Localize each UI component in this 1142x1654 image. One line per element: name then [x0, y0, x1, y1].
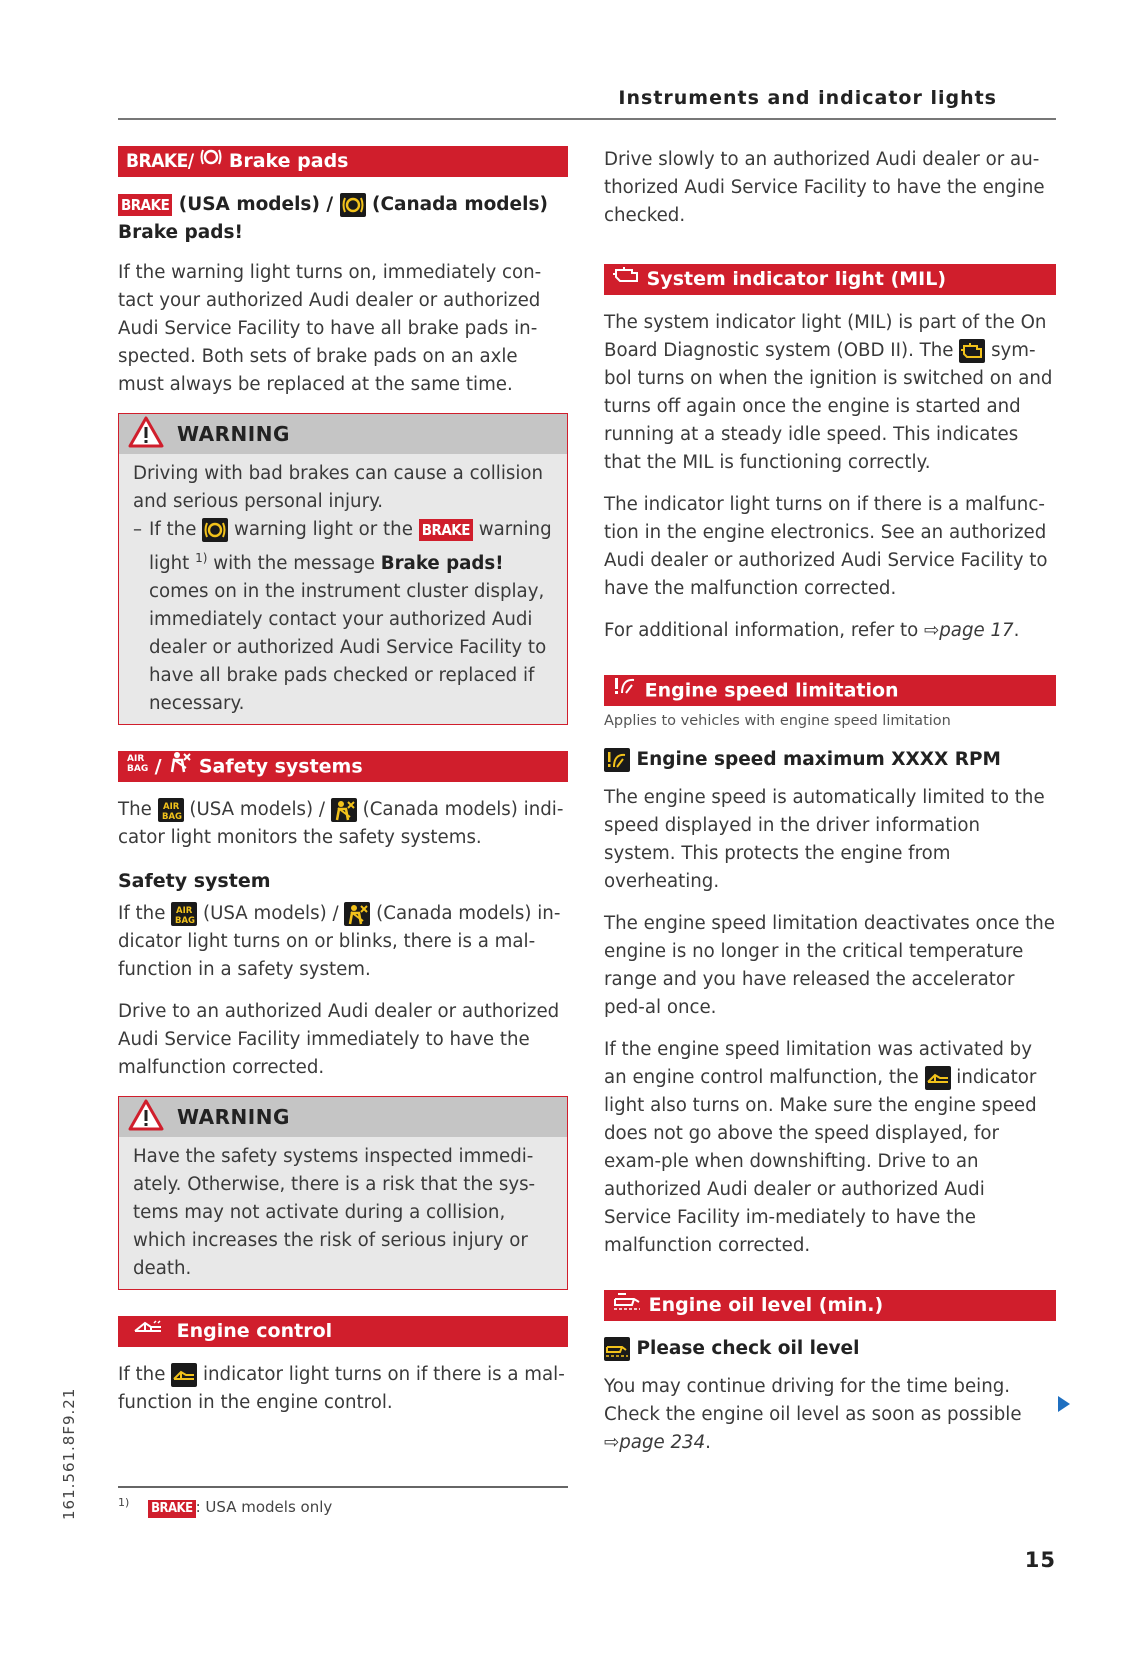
warning-triangle-icon	[127, 415, 165, 453]
speed-limit-icon	[612, 675, 638, 707]
footnote-ref[interactable]: 1)	[195, 551, 208, 565]
brake-models-line: BRAKE (USA models) / (Canada models)	[118, 191, 568, 219]
warning-text: Have the safety systems inspected immedi-ately. Otherwise, there is a risk that the sys-tems may not activate during a collision, which increases the risk of serious injury or death.	[133, 1146, 536, 1280]
mil-paragraph-3: For additional information, refer to ⇨page 17.	[604, 620, 1020, 641]
page-ref-arrow-icon: ⇨	[604, 1432, 620, 1453]
svg-text:AIR: AIR	[127, 754, 145, 765]
safety-system-subheading: Safety system	[118, 870, 271, 893]
oil-paragraph: You may continue driving for the time being. Check the engine oil level as soon as possible ⇨page 234.	[604, 1376, 1022, 1453]
page-link[interactable]: page 17	[939, 620, 1014, 641]
svg-text:AIR: AIR	[162, 802, 179, 813]
document-code: 161.561.8F9.21	[60, 1387, 78, 1520]
svg-text:BAG: BAG	[175, 916, 196, 926]
warning-box-brakes	[118, 413, 568, 725]
page-header-title: Instruments and indicator lights	[618, 87, 997, 109]
brake-paragraph: If the warning light turns on, immediately con-tact your authorized Audi dealer or authorized Audi Service Facility to have all brake pads in-spected. Both sets of brake pads on an axle must always be replaced at the same time.	[118, 262, 542, 395]
section-bar-safety-systems: AIR BAG / Safety systems	[118, 751, 568, 782]
warning-title: WARNING	[177, 422, 290, 446]
speed-paragraph-3: If the engine speed limitation was activated by an engine control malfunction, the indicator light also turns on. Make sure the engine speed does not go above the speed displayed, for exam-ple when downshifting. Drive to an authorized Audi dealer or authorized Audi Service Facility im-mediately to have the malfunction corrected.	[604, 1039, 1037, 1256]
speed-limit-icon	[604, 748, 630, 772]
brake-warning-icon: BRAKE	[419, 519, 473, 541]
safety-paragraph-2: If the AIR BAG (USA models) / (Canada models) in-dicator light turns on or blinks, there is a mal-function in a safety system.	[118, 903, 561, 981]
section-bar-oil-level	[604, 1290, 1056, 1321]
section-title-safety-systems: Safety systems	[198, 755, 363, 778]
engine-control-icon	[132, 1316, 164, 1347]
section-title-speed-limitation: Engine speed limitation	[644, 679, 899, 702]
section-bar-engine-control	[118, 1316, 568, 1347]
warning-text: Driving with bad brakes can cause a collision and serious personal injury.	[133, 463, 544, 512]
applicability-note: Applies to vehicles with engine speed limitation	[604, 713, 951, 729]
speed-paragraph-1: The engine speed is automatically limited to the speed displayed in the driver information system. This protects the engine from overheating.	[604, 787, 1045, 892]
svg-text:BAG: BAG	[161, 812, 182, 822]
svg-text:BAG: BAG	[127, 764, 148, 774]
page-number: 15	[1024, 1548, 1056, 1572]
check-engine-icon	[959, 339, 985, 363]
safety-paragraph-1: The AIR BAG (USA models) / (Canada models) indi-cator light monitors the safety systems.	[118, 799, 564, 849]
brake-pad-icon	[202, 518, 228, 542]
engine-control-icon	[925, 1066, 951, 1090]
brake-message: Brake pads!	[118, 222, 243, 243]
right-intro-paragraph: Drive slowly to an authorized Audi dealer or au-thorized Audi Service Facility to have the engine checked.	[604, 149, 1045, 226]
section-title-mil: System indicator light (MIL)	[646, 268, 947, 290]
section-title-oil-level: Engine oil level (min.)	[648, 1294, 884, 1316]
airbag-icon	[158, 798, 184, 822]
svg-text:AIR: AIR	[176, 906, 193, 917]
brake-text-icon: BRAKE/	[126, 150, 194, 172]
mil-paragraph-2: The indicator light turns on if there is a malfunc-tion in the engine electronics. See an authorized Audi dealer or authorized Audi Service Facility to have the malfunction corrected.	[604, 494, 1048, 599]
next-page-arrow-icon[interactable]	[1058, 1396, 1070, 1412]
warning-triangle-icon	[127, 1098, 165, 1136]
check-engine-icon	[612, 264, 640, 295]
page-link[interactable]: page 234	[619, 1432, 706, 1453]
airbag-icon	[171, 902, 197, 926]
oil-level-icon	[612, 1290, 642, 1321]
brake-pad-icon	[340, 193, 366, 217]
section-title-brake-pads: Brake pads	[228, 150, 349, 172]
left-column	[118, 146, 568, 1431]
warning-list-item: – If the warning light or the BRAKE warning light $^{1)}$ with the message Brake pads! comes on in the instrument cluster display, immediately contact your authorized Audi dealer or authorized Audi Service Facility to have all brake pads checked or replaced if necessary.	[133, 519, 552, 715]
brake-pad-icon	[200, 146, 222, 177]
airbag-icon	[126, 751, 148, 783]
engine-control-icon	[171, 1363, 197, 1387]
seatbelt-icon	[344, 902, 370, 926]
speed-paragraph-2: The engine speed limitation deactivates once the engine is no longer in the critical temperature range and you have released the accelerator ped-al once.	[604, 913, 1055, 1018]
mil-paragraph-1: The system indicator light (MIL) is part of the On Board Diagnostic system (OBD II). The sym-bol turns on when the ignition is switched on and turns off again once the engine is started and running at a steady idle speed. This indicates that the MIL is functioning correctly.	[604, 312, 1053, 473]
section-bar-speed-limitation	[604, 675, 1056, 706]
oil-message: Please check oil level	[604, 1335, 1056, 1363]
right-column	[604, 146, 1056, 1471]
footnote-divider	[118, 1486, 568, 1488]
brake-warning-icon: BRAKE	[148, 1500, 196, 1518]
warning-box-safety	[118, 1096, 568, 1290]
seatbelt-icon	[168, 751, 192, 783]
section-title-engine-control: Engine control	[176, 1320, 333, 1343]
safety-paragraph-3: Drive to an authorized Audi dealer or authorized Audi Service Facility immediately to have the malfunction corrected.	[118, 1001, 560, 1079]
section-bar-brake-pads	[118, 146, 568, 177]
page-ref-arrow-icon: ⇨	[924, 620, 940, 641]
section-bar-mil	[604, 264, 1056, 295]
warning-title: WARNING	[177, 1105, 290, 1130]
oil-level-icon	[604, 1337, 630, 1361]
header-divider	[118, 118, 1056, 120]
seatbelt-icon	[331, 798, 357, 822]
footnote: $^{1)}$ BRAKE : USA models only	[118, 1496, 333, 1516]
brake-warning-icon: BRAKE	[118, 194, 172, 216]
speed-message: Engine speed maximum XXXX RPM	[604, 746, 1056, 774]
engine-control-paragraph: If the indicator light turns on if there is a mal-function in the engine control.	[118, 1364, 565, 1414]
